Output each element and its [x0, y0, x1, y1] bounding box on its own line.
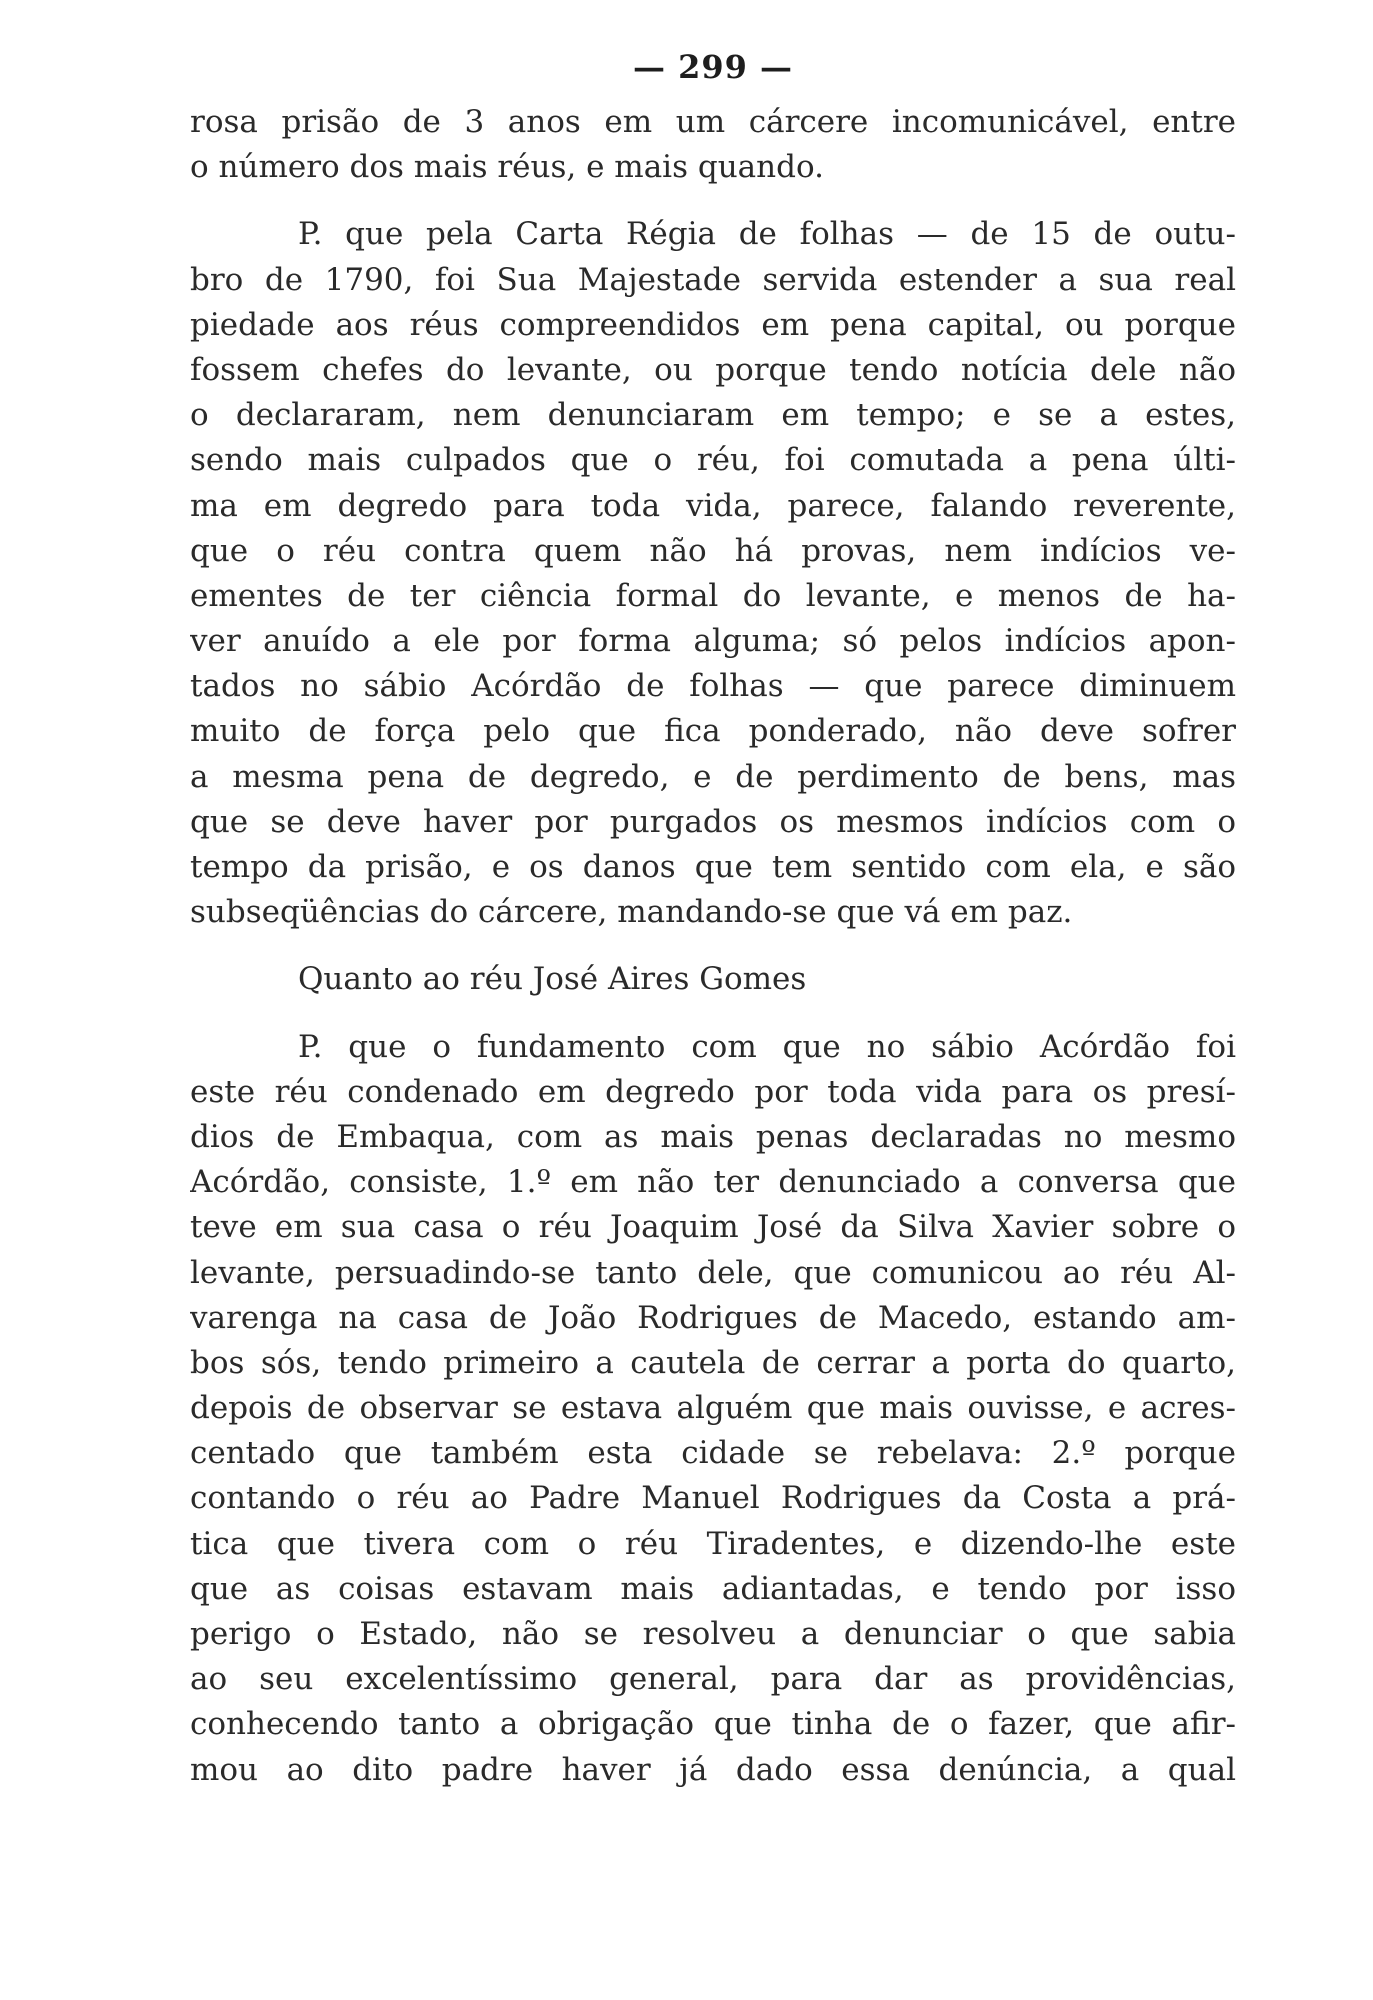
- text-line: teve em sua casa o réu Joaquim José da Silva Xavier sobre o: [190, 1209, 1236, 1246]
- paragraph-gap: [190, 1003, 1236, 1025]
- paragraph-gap: [190, 935, 1236, 957]
- paragraph: [190, 212, 1236, 935]
- text-line: ma em degredo para toda vida, parece, falando reverente,: [190, 487, 1236, 524]
- text-line: perigo o Estado, não se resolveu a denunciar o que sabia: [190, 1616, 1236, 1652]
- section-heading: [190, 957, 1236, 1002]
- text-line: que se deve haver por purgados os mesmos indícios com o: [190, 803, 1236, 840]
- text-line: tados no sábio Acórdão de folhas — que parece diminuem: [190, 668, 1236, 705]
- text-line: contando o réu ao Padre Manuel Rodrigues da Costa a prá-: [190, 1480, 1236, 1517]
- text-line: rosa prisão de 3 anos em um cárcere incomunicável, entre: [190, 104, 1236, 140]
- document-page: [190, 48, 1236, 1793]
- text-line: centado que também esta cidade se rebelava: 2.º porque: [190, 1435, 1236, 1472]
- text-line: Quanto ao réu José Aires Gomes: [298, 961, 807, 998]
- paragraph-gap: [190, 190, 1236, 212]
- paragraph: [190, 100, 1236, 190]
- text-line: conhecendo tanto a obrigação que tinha de o fazer, que afir-: [190, 1706, 1236, 1743]
- text-line: ao seu excelentíssimo general, para dar as providências,: [190, 1661, 1236, 1698]
- text-line: piedade aos réus compreendidos em pena capital, ou porque: [190, 306, 1236, 343]
- text-line: o declararam, nem denunciaram em tempo; e se a estes,: [190, 397, 1236, 434]
- text-line: tica que tivera com o réu Tiradentes, e dizendo-lhe este: [190, 1525, 1236, 1562]
- text-line: a mesma pena de degredo, e de perdimento de bens, mas: [190, 758, 1236, 795]
- text-line: ver anuído a ele por forma alguma; só pelos indícios apon-: [190, 623, 1236, 660]
- text-line: o número dos mais réus, e mais quando.: [190, 149, 824, 186]
- text-line: mou ao dito padre haver já dado essa denúncia, a qual: [190, 1751, 1236, 1788]
- text-line: que o réu contra quem não há provas, nem indícios ve-: [190, 532, 1236, 569]
- text-line: dios de Embaqua, com as mais penas declaradas no mesmo: [190, 1118, 1236, 1155]
- text-line: este réu condenado em degredo por toda vida para os presí-: [190, 1073, 1236, 1110]
- text-line: que as coisas estavam mais adiantadas, e tendo por isso: [190, 1570, 1236, 1607]
- text-line: depois de observar se estava alguém que mais ouvisse, e acres-: [190, 1390, 1236, 1427]
- text-line: tempo da prisão, e os danos que tem sentido com ela, e são: [190, 849, 1236, 885]
- paragraph: [190, 1025, 1236, 1793]
- text-line: bro de 1790, foi Sua Majestade servida estender a sua real: [190, 261, 1236, 298]
- text-line: levante, persuadindo-se tanto dele, que comunicou ao réu Al-: [190, 1254, 1236, 1291]
- text-line: Acórdão, consiste, 1.º em não ter denunciado a conversa que: [190, 1164, 1236, 1201]
- text-line: bos sós, tendo primeiro a cautela de cerrar a porta do quarto,: [190, 1344, 1236, 1381]
- text-line: P. que pela Carta Régia de folhas — de 15 de outu-: [298, 216, 1236, 253]
- text-line: P. que o fundamento com que no sábio Acórdão foi: [298, 1028, 1236, 1065]
- page-number: — 299 —: [632, 48, 794, 86]
- text-line: ementes de ter ciência formal do levante, e menos de ha-: [190, 577, 1236, 614]
- text-line: fossem chefes do levante, ou porque tendo notícia dele não: [190, 351, 1236, 388]
- body-text: [190, 100, 1236, 1793]
- text-line: varenga na casa de João Rodrigues de Macedo, estando am-: [190, 1299, 1236, 1336]
- text-line: subseqüências do cárcere, mandando-se que vá em paz.: [190, 894, 1073, 931]
- text-line: sendo mais culpados que o réu, foi comutada a pena últi-: [190, 442, 1236, 479]
- text-line: muito de força pelo que fica ponderado, não deve sofrer: [190, 713, 1236, 750]
